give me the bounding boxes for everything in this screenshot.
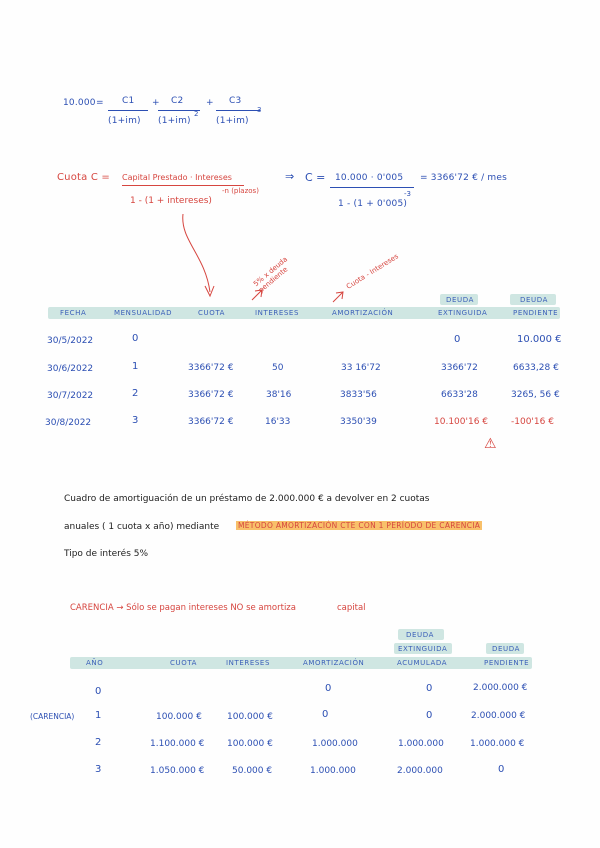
t2-header-intereses: INTERESES xyxy=(226,659,270,667)
formula-c3: C3 xyxy=(229,96,242,106)
warning-icon: ⚠ xyxy=(484,436,497,452)
carencia-capital: capital xyxy=(337,603,366,613)
formula-plus2: + xyxy=(206,98,214,108)
formula-lhs: 10.000 xyxy=(63,98,96,108)
t1-header-mensualidad: MENSUALIDAD xyxy=(114,309,173,317)
cuota-den-exponent: -n (plazos) xyxy=(222,187,259,195)
cuota-denominator: 1 - (1 + intereses) xyxy=(130,196,212,206)
carencia-row-label: (CARENCIA) xyxy=(30,712,75,721)
table-cell-negative-pendiente: -100'16 € xyxy=(511,417,554,427)
table-cell: 2 xyxy=(132,388,139,399)
t2-header-band xyxy=(70,657,532,669)
cuota-numerator: Capital Prestado · Intereses xyxy=(122,173,232,182)
table-row: 0 xyxy=(95,686,102,697)
arrow-amort xyxy=(333,292,343,302)
formula-e2: 2 xyxy=(194,110,199,118)
table-cell: 1.000.000 € xyxy=(470,739,525,749)
t1-header-fecha: FECHA xyxy=(60,309,87,317)
formula-plus1: + xyxy=(152,98,160,108)
cuota-den2-exponent: -3 xyxy=(404,190,411,198)
table-row: 30/7/2022 xyxy=(47,391,94,401)
table-cell: 3366'72 € xyxy=(188,390,234,400)
table-cell: 0 xyxy=(325,683,332,694)
table-row: 2 xyxy=(95,737,102,748)
table-cell: 1.000.000 xyxy=(310,766,356,776)
table-cell-total-extinguida: 10.100'16 € xyxy=(434,417,489,427)
table-cell: 100.000 € xyxy=(227,712,273,722)
t1-header-amortizacion: AMORTIZACIÓN xyxy=(332,309,394,317)
table-cell: 2.000.000 € xyxy=(473,683,528,693)
formula-d3: (1+im) xyxy=(216,116,249,126)
implies-arrow: ⇒ xyxy=(285,170,295,183)
table-cell: 50 xyxy=(272,363,284,373)
table-cell: 38'16 xyxy=(266,390,292,400)
problem-line-3: Tipo de interés 5% xyxy=(64,549,149,559)
table-cell: 1.000.000 xyxy=(398,739,444,749)
cuota-denominator-2: 1 - (1 + 0'005) xyxy=(338,199,408,209)
table-cell: 3366'72 € xyxy=(188,417,234,427)
table-row: 30/8/2022 xyxy=(45,418,92,428)
table-cell: 100.000 € xyxy=(227,739,273,749)
cuota-label: Cuota C = xyxy=(57,172,111,183)
table-cell: 3350'39 xyxy=(340,417,377,427)
cuota-numerator-2: 10.000 · 0'005 xyxy=(335,173,404,183)
table-cell: 1.100.000 € xyxy=(150,739,205,749)
table-cell: 6633,28 € xyxy=(513,363,559,373)
table-cell: 3366'72 xyxy=(441,363,478,373)
t2-header-cuota: CUOTA xyxy=(170,659,198,667)
t1-header-intereses: INTERESES xyxy=(255,309,299,317)
t2-header-pendiente: PENDIENTE xyxy=(484,659,530,667)
table-cell: 50.000 € xyxy=(232,766,273,776)
t2-top-header-2: EXTINGUIDA xyxy=(398,645,448,653)
t1-top-header-2: DEUDA xyxy=(520,296,548,304)
table-cell: 16'33 xyxy=(265,417,291,427)
table-cell: 1.000.000 xyxy=(312,739,358,749)
table-cell: 3833'56 xyxy=(340,390,377,400)
formula-eq: = xyxy=(96,98,104,108)
formula-c1: C1 xyxy=(122,96,135,106)
table-cell: 100.000 € xyxy=(156,712,202,722)
arrow-down-red xyxy=(183,214,210,292)
cuota-result: = 3366'72 € / mes xyxy=(420,173,507,183)
table-cell: 2.000.000 € xyxy=(471,711,526,721)
formula-d2: (1+im) xyxy=(158,116,191,126)
table-cell: 10.000 € xyxy=(517,334,562,345)
table-cell: 2.000.000 xyxy=(397,766,443,776)
method-highlight: MÉTODO AMORTIZACIÓN CTE CON 1 PERÍODO DE CARENCIA xyxy=(238,521,481,530)
table-cell: 0 xyxy=(498,764,505,775)
table-cell: 3265, 56 € xyxy=(511,390,560,400)
annotation-amort: Cuota - Intereses xyxy=(345,252,400,291)
formula-c2: C2 xyxy=(171,96,184,106)
t2-header-ano: AÑO xyxy=(86,659,104,667)
t2-header-amortizacion: AMORTIZACIÓN xyxy=(303,659,365,667)
table-cell: 0 xyxy=(426,683,433,694)
formula-d1: (1+im) xyxy=(108,116,141,126)
table-cell: 0 xyxy=(426,710,433,721)
table-row: 30/5/2022 xyxy=(47,336,94,346)
annotation-interest: 5% x deuda pendiente xyxy=(252,255,290,295)
table-row: 1 xyxy=(95,710,102,721)
table-cell: 3366'72 € xyxy=(188,363,234,373)
t2-header-acumulada: ACUMULADA xyxy=(397,659,448,667)
table-cell: 1.050.000 € xyxy=(150,766,205,776)
t1-header-extinguida: EXTINGUIDA xyxy=(438,309,488,317)
table-cell: 0 xyxy=(454,334,461,345)
table-row: 3 xyxy=(95,764,102,775)
table-cell: 0 xyxy=(132,333,139,344)
t2-top-header-3: DEUDA xyxy=(492,645,520,653)
t2-top-header-1: DEUDA xyxy=(406,631,434,639)
table-row: 30/6/2022 xyxy=(47,364,94,374)
t1-top-header-1: DEUDA xyxy=(446,296,474,304)
carencia-label: CARENCIA → Sólo se pagan intereses NO se amortiza xyxy=(70,603,296,613)
table-cell: 1 xyxy=(132,361,139,372)
table-cell: 0 xyxy=(322,709,329,720)
table-cell: 3 xyxy=(132,415,139,426)
t1-header-cuota: CUOTA xyxy=(198,309,226,317)
formula-e3: 3 xyxy=(257,106,262,114)
table-cell: 6633'28 xyxy=(441,390,478,400)
table-cell: 33 16'72 xyxy=(341,363,381,373)
problem-line-2a: anuales ( 1 cuota x año) mediante xyxy=(64,522,220,532)
t1-header-pendiente: PENDIENTE xyxy=(513,309,559,317)
c-equals: C = xyxy=(305,171,326,184)
problem-line-1: Cuadro de amortiguación de un préstamo de 2.000.000 € a devolver en 2 cuotas xyxy=(64,494,430,504)
